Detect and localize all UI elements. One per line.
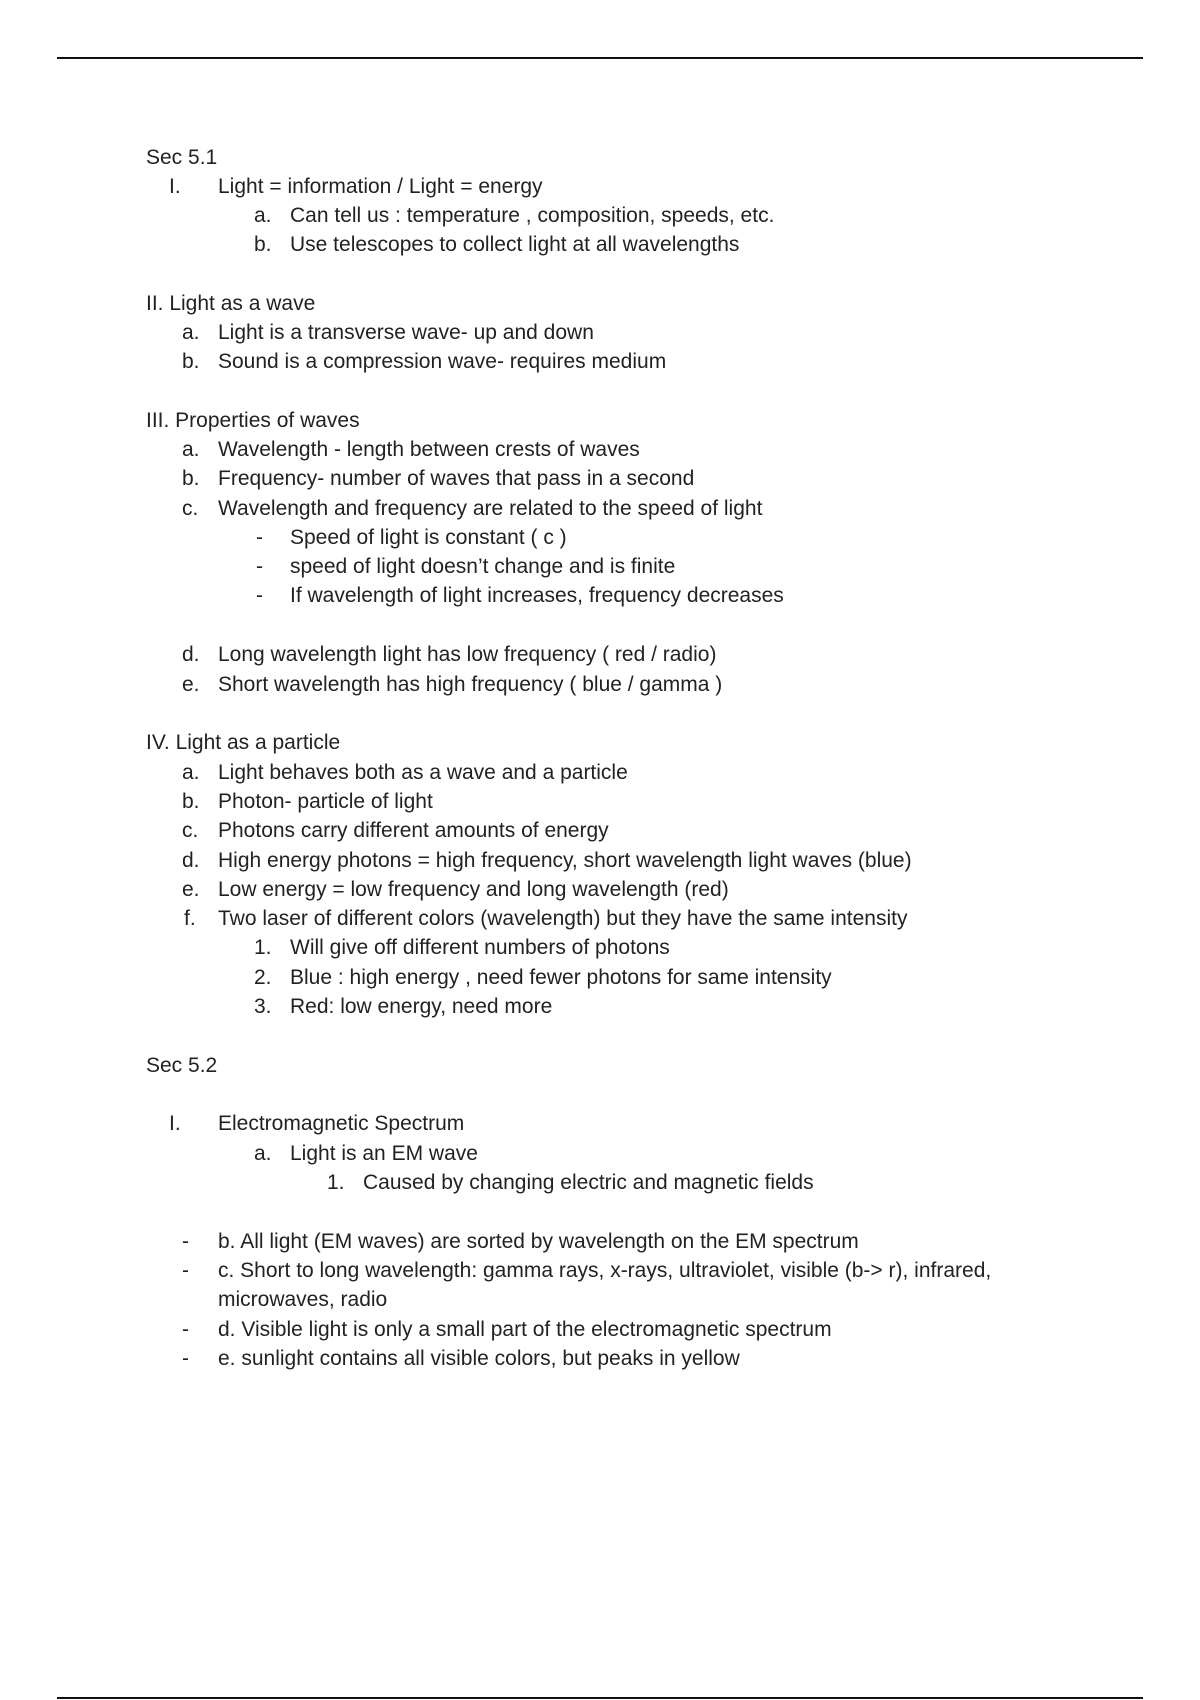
dash-marker: - (182, 1318, 189, 1341)
section-title-text: Sec 5.2 (146, 1054, 218, 1077)
outline-item-text: Short wavelength has high frequency ( blue / gamma ) (218, 673, 723, 696)
letter-marker: f. (184, 907, 196, 930)
outline-item-text: Two laser of different colors (wavelength) but they have the same intensity (218, 907, 908, 930)
letter-marker: b. (182, 350, 200, 373)
outline-item-text: Photons carry different amounts of energy (218, 819, 609, 842)
letter-marker: b. (182, 467, 200, 490)
dash-marker: - (256, 584, 263, 607)
number-marker: 1. (327, 1171, 345, 1194)
outline-item-text: microwaves, radio (218, 1288, 388, 1311)
dash-marker: - (256, 526, 263, 549)
outline-item-text: Can tell us : temperature , composition, speeds, etc. (290, 204, 775, 227)
outline-item-text: Use telescopes to collect light at all wavelengths (290, 233, 740, 256)
letter-marker: a. (254, 1142, 272, 1165)
outline-item-text: b. All light (EM waves) are sorted by wavelength on the EM spectrum (218, 1230, 859, 1253)
outline-item-text: Light behaves both as a wave and a particle (218, 761, 628, 784)
dash-marker: - (182, 1230, 189, 1253)
outline-item-text: d. Visible light is only a small part of the electromagnetic spectrum (218, 1318, 832, 1341)
dash-marker: - (256, 555, 263, 578)
letter-marker: e. (182, 878, 200, 901)
letter-marker: d. (182, 849, 200, 872)
letter-marker: e. (182, 673, 200, 696)
outline-item-text: Electromagnetic Spectrum (218, 1112, 465, 1135)
outline-item-text: Will give off different numbers of photons (290, 936, 670, 959)
bottom-page-rule (57, 1697, 1143, 1699)
outline-item-text: Frequency- number of waves that pass in a second (218, 467, 695, 490)
outline-item-text: Light = information / Light = energy (218, 175, 543, 198)
outline-item-text: speed of light doesn’t change and is finite (290, 555, 676, 578)
outline-item-text: Red: low energy, need more (290, 995, 553, 1018)
section-title-text: Sec 5.1 (146, 146, 218, 169)
outline-item-text: Light is a transverse wave- up and down (218, 321, 594, 344)
outline-item-text: Caused by changing electric and magnetic fields (363, 1171, 814, 1194)
outline-heading-text: IV. Light as a particle (146, 731, 341, 754)
outline-item-text: Long wavelength light has low frequency ( red / radio) (218, 643, 717, 666)
letter-marker: c. (182, 819, 199, 842)
number-marker: 3. (254, 995, 272, 1018)
outline-item-text: Speed of light is constant ( c ) (290, 526, 567, 549)
letter-marker: d. (182, 643, 200, 666)
roman-marker: I. (169, 1112, 181, 1135)
outline-item-text: Blue : high energy , need fewer photons for same intensity (290, 966, 832, 989)
outline-item-text: Sound is a compression wave- requires medium (218, 350, 667, 373)
letter-marker: a. (182, 438, 200, 461)
letter-marker: c. (182, 497, 199, 520)
dash-marker: - (182, 1347, 189, 1370)
dash-marker: - (182, 1259, 189, 1282)
outline-item-text: If wavelength of light increases, frequency decreases (290, 584, 784, 607)
outline-item-text: Wavelength and frequency are related to the speed of light (218, 497, 763, 520)
letter-marker: b. (254, 233, 272, 256)
outline-heading-text: III. Properties of waves (146, 409, 360, 432)
letter-marker: a. (182, 761, 200, 784)
letter-marker: a. (254, 204, 272, 227)
outline-item-text: e. sunlight contains all visible colors, but peaks in yellow (218, 1347, 740, 1370)
outline-item-text: Wavelength - length between crests of waves (218, 438, 640, 461)
outline-item-text: Light is an EM wave (290, 1142, 478, 1165)
number-marker: 1. (254, 936, 272, 959)
roman-marker: I. (169, 175, 181, 198)
outline-item-text: Photon- particle of light (218, 790, 433, 813)
letter-marker: b. (182, 790, 200, 813)
letter-marker: a. (182, 321, 200, 344)
outline-item-text: High energy photons = high frequency, short wavelength light waves (blue) (218, 849, 912, 872)
outline-item-text: c. Short to long wavelength: gamma rays, x-rays, ultraviolet, visible (b-> r), infrared, (218, 1259, 992, 1282)
outline-item-text: Low energy = low frequency and long wavelength (red) (218, 878, 729, 901)
number-marker: 2. (254, 966, 272, 989)
outline-heading-text: II. Light as a wave (146, 292, 316, 315)
